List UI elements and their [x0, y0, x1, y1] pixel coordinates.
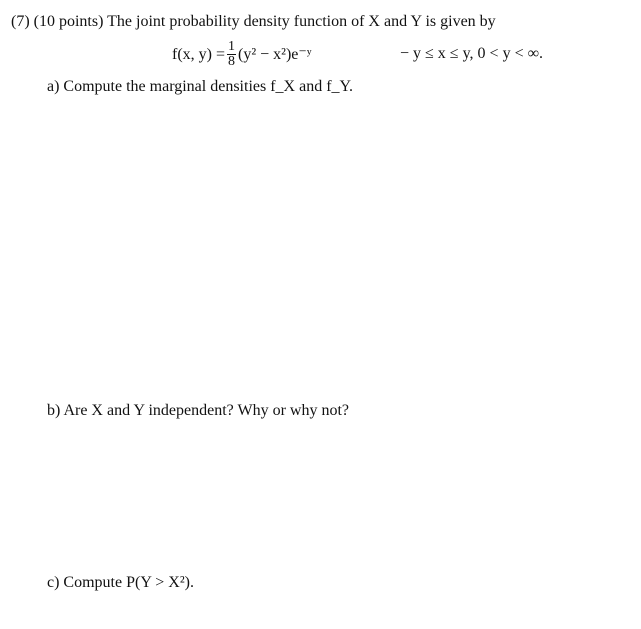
support-domain: − y ≤ x ≤ y, 0 < y < ∞. — [400, 45, 543, 62]
formula-lhs: f(x, y) = — [172, 45, 226, 63]
part-b-question: b) Are X and Y independent? Why or why not? — [47, 402, 349, 419]
formula-rhs: (y² − x²)e⁻ʸ — [238, 45, 312, 63]
part-a-question: a) Compute the marginal densities f_X and f_Y. — [47, 78, 354, 95]
fraction-numerator: 1 — [228, 39, 236, 54]
fraction — [227, 40, 236, 69]
part-c-question: c) Compute P(Y > X²). — [47, 574, 194, 591]
fraction-denominator: 8 — [228, 54, 236, 69]
joint-density-formula — [172, 40, 312, 69]
problem-header: (7) (10 points) The joint probability density function of X and Y is given by — [11, 13, 496, 30]
